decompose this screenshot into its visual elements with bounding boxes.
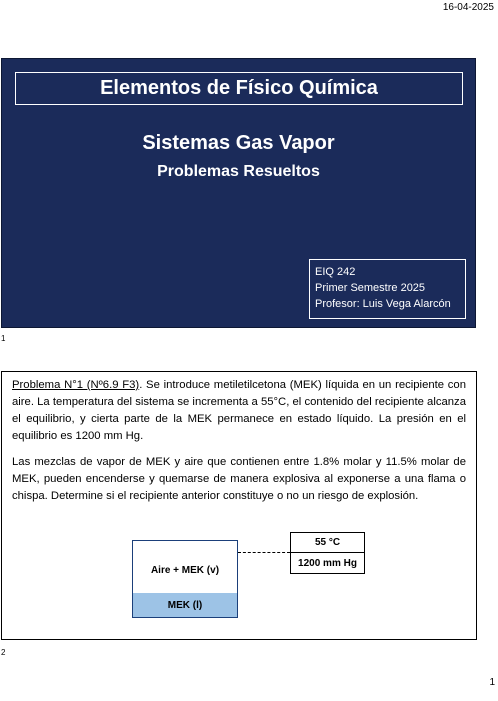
problem-label: Problema N°1 (Nº6.9 F3) <box>12 379 140 391</box>
title-slide <box>1 58 476 328</box>
conditions-box <box>290 532 365 574</box>
print-date: 16-04-2025 <box>442 2 494 13</box>
slide-subsubtitle: Problemas Resueltos <box>157 163 320 180</box>
slide-title-box <box>15 72 463 105</box>
problem-slide <box>1 371 477 640</box>
pressure-label: 1200 mm Hg <box>298 557 357 569</box>
slide-title: Elementos de Físico Química <box>100 77 378 99</box>
gas-phase-label: Aire + MEK (v) <box>150 564 220 576</box>
problem-text: . Se introduce metiletilcetona (MEK) líquida en un recipiente con aire. La temperatura del sistema se incrementa a 55°C, el contenido del recipiente alcanza el equilibrio, y cierta parte de la MEK permanece en estado líquido. La presión en el equilibrio es 1200 mm Hg. <box>12 379 466 442</box>
course-code: EIQ 242 <box>315 266 356 278</box>
slide-subtitle: Sistemas Gas Vapor <box>142 132 335 154</box>
slide-number-1: 1 <box>1 334 6 343</box>
course-info-box <box>309 259 466 319</box>
slide-number-2: 2 <box>1 648 6 657</box>
professor: Profesor: Luis Vega Alarcón <box>315 298 451 310</box>
sheet-number: 1 <box>489 677 495 688</box>
temperature-label: 55 °C <box>291 533 364 553</box>
container-diagram <box>132 540 238 618</box>
problem-statement <box>12 377 466 445</box>
liquid-phase <box>133 593 237 617</box>
connector-line <box>238 552 290 553</box>
liquid-phase-label: MEK (l) <box>167 599 203 611</box>
problem-paragraph-2: Las mezclas de vapor de MEK y aire que contienen entre 1.8% molar y 11.5% molar de MEK, pueden encenderse y quemarse de manera explosiva al exponerse a una flama o chispa. Determine si el recipiente anterior constituye o no un riesgo de explosión. <box>12 456 466 502</box>
semester: Primer Semestre 2025 <box>315 282 426 294</box>
